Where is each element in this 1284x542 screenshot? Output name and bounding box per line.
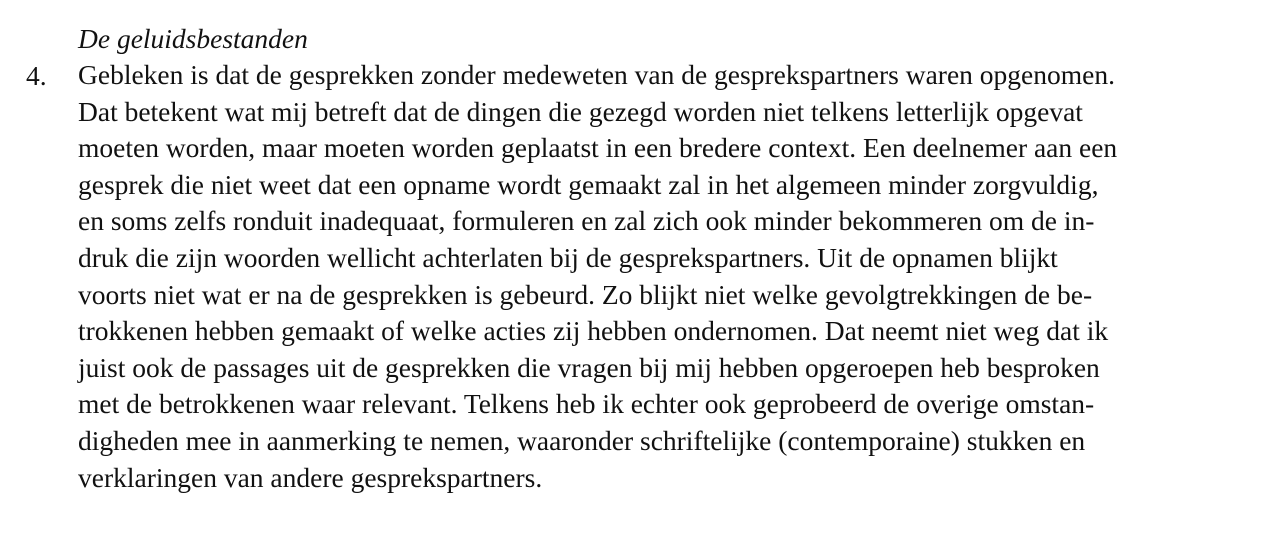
paragraph-line: druk die zijn woorden wellicht achterlaten bij de gesprekspartners. Uit de opnamen blijkt <box>78 241 1058 273</box>
paragraph-line: gesprek die niet weet dat een opname wordt gemaakt zal in het algemeen minder zorgvuldig, <box>78 168 1099 200</box>
paragraph-line: digheden mee in aanmerking te nemen, waaronder schriftelijke (contemporaine) stukken en <box>78 424 1086 456</box>
paragraph-number: 4. <box>26 60 47 91</box>
paragraph-body <box>78 57 1278 496</box>
paragraph-line: voorts niet wat er na de gesprekken is gebeurd. Zo blijkt niet welke gevolgtrekkingen de be- <box>78 278 1093 310</box>
paragraph-line: trokkenen hebben gemaakt of welke acties zij hebben ondernomen. Dat neemt niet weg dat ik <box>78 315 1109 347</box>
paragraph-line: Dat betekent wat mij betreft dat de dingen die gezegd worden niet telkens letterlijk opgevat <box>78 95 1083 127</box>
paragraph-line: met de betrokkenen waar relevant. Telkens heb ik echter ook geprobeerd de overige omstan- <box>78 388 1095 420</box>
paragraph-line: juist ook de passages uit de gesprekken die vragen bij mij hebben opgeroepen heb besproken <box>78 351 1100 383</box>
paragraph-line: Gebleken is dat de gesprekken zonder medeweten van de gesprekspartners waren opgenomen. <box>78 59 1115 90</box>
paragraph-line: en soms zelfs ronduit inadequaat, formuleren en zal zich ook minder bekommeren om de in- <box>78 205 1095 237</box>
section-heading: De geluidsbestanden <box>78 23 308 54</box>
paragraph-line: verklaringen van andere gesprekspartners. <box>78 461 543 493</box>
paragraph-line: moeten worden, maar moeten worden geplaatst in een bredere context. Een deelnemer aan een <box>78 132 1118 164</box>
